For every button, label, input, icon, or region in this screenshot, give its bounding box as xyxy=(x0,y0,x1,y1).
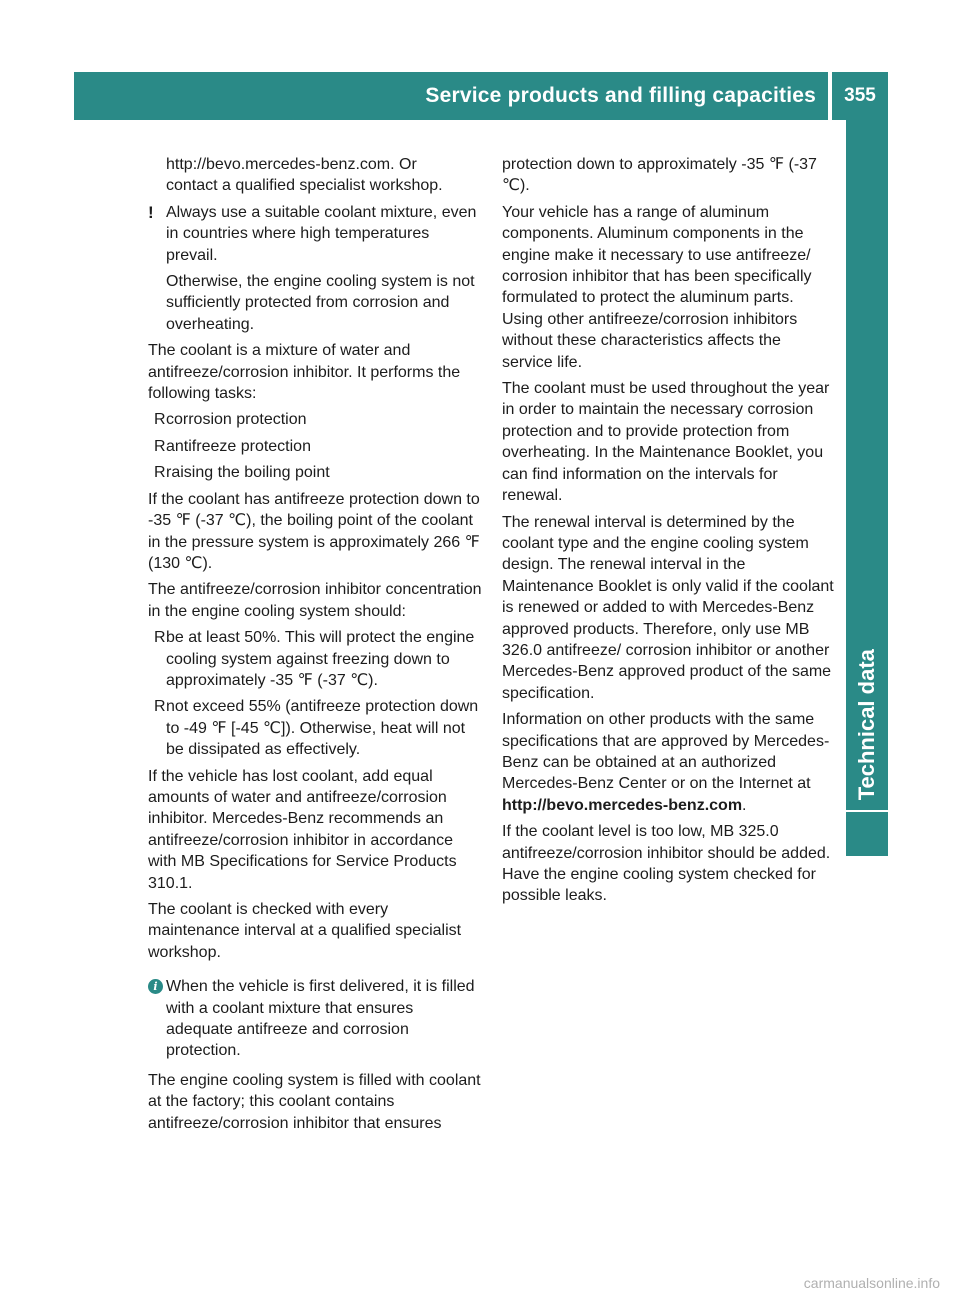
paragraph: The engine cooling system is filled with coolant at the factory; this coolant contains antifreeze/corrosion inhibitor that ensures xyxy=(148,1071,481,1132)
info-text: When the vehicle is first delivered, it is filled with a coolant mixture that ensures adequate antifreeze and corrosion protection. xyxy=(166,978,475,1060)
side-tab-label-wrap xyxy=(846,640,888,810)
paragraph: The coolant must be used throughout the year in order to maintain the necessary corrosion protection and to provide protection from overheating. In the Maintenance Booklet, you can find information on the intervals for renewal. xyxy=(502,380,830,505)
list-item xyxy=(148,436,482,457)
info-note xyxy=(148,976,482,1062)
left-column xyxy=(148,154,482,1139)
bevo-link[interactable]: http://bevo.mercedes-benz.com xyxy=(502,796,743,814)
warning-text-2: Otherwise, the engine cooling system is not sufficiently protected from corrosion and overheating. xyxy=(166,273,475,333)
bullet-icon: R xyxy=(154,629,166,647)
paragraph: If the coolant level is too low, MB 325.0 antifreeze/corrosion inhibitor should be added. Have the engine cooling system checked for possible leaks. xyxy=(502,823,831,905)
bullet-icon: R xyxy=(154,464,166,482)
paragraph: The renewal interval is determined by the coolant type and the engine cooling system design. The renewal interval in the Maintenance Booklet is only valid if the coolant is renewed or added to with Mercedes-Benz approved products. Therefore, only use MB 326.0 antifreeze/ corrosion inhibitor or another Mercedes-Benz approved product of the same specification. xyxy=(502,513,834,702)
paragraph: Your vehicle has a range of aluminum components. Aluminum components in the engine make it necessary to use antifreeze/ corrosion inhibitor that has been specifically formulated to protect the aluminum parts. Using other antifreeze/corrosion inhibitors without these characteristics affects the service life. xyxy=(502,203,812,371)
right-column xyxy=(502,154,836,912)
list-item-text: be at least 50%. This will protect the engine cooling system against freezing down to approximately -35 ℉ (-37 ℃). xyxy=(166,629,475,689)
paragraph: The coolant is a mixture of water and antifreeze/corrosion inhibitor. It performs the following tasks: xyxy=(148,342,461,403)
paragraph: If the vehicle has lost coolant, add equal amounts of water and antifreeze/corrosion inhibitor. Mercedes-Benz recommends an antifreeze/corrosion inhibitor in accordance with MB Specifications for Service Products 310.1. xyxy=(148,767,457,892)
list-item xyxy=(148,409,482,430)
list-item xyxy=(148,462,482,483)
warning-text: Always use a suitable coolant mixture, even in countries where high temperatures prevail. xyxy=(166,203,477,264)
list-item-text: raising the boiling point xyxy=(166,464,330,482)
paragraph: The antifreeze/corrosion inhibitor concentration in the engine cooling system should: xyxy=(148,581,482,620)
intro-line-1: http://bevo.mercedes-benz.com. Or xyxy=(166,156,417,173)
section-title: Service products and filling capacities xyxy=(425,84,816,108)
exclamation-icon: ! xyxy=(148,202,154,222)
paragraph-with-link: Information on other products with the same specifications that are approved by Mercedes-Benz can be obtained at an authorized Mercedes-Benz Center or on the Internet at http://bevo.mercedes-benz.com. xyxy=(502,711,830,814)
list-item-text: corrosion protection xyxy=(166,411,307,429)
list-item xyxy=(148,627,482,691)
warning-note xyxy=(148,202,482,335)
paragraph-text: Information on other products with the same specifications that are approved by Mercedes-Benz can be obtained at an authorized Mercedes-Benz Center or on the Internet at xyxy=(502,711,830,793)
page-number: 355 xyxy=(844,85,876,107)
list-item-text: not exceed 55% (antifreeze protection down to -49 ℉ [-45 ℃]). Otherwise, heat will not be dissipated as effectively. xyxy=(166,698,479,759)
paragraph: The coolant is checked with every maintenance interval at a qualified specialist workshop. xyxy=(148,901,462,961)
bullet-icon: R xyxy=(154,437,166,455)
bullet-icon: R xyxy=(154,411,166,429)
bullet-icon: R xyxy=(154,698,166,716)
page-number-box xyxy=(832,72,888,120)
info-icon: i xyxy=(148,979,163,994)
paragraph: protection down to approximately -35 ℉ (-37 ℃). xyxy=(502,156,817,195)
section-header xyxy=(74,72,828,120)
watermark: carmanualsonline.info xyxy=(803,1274,940,1291)
list-item-text: antifreeze protection xyxy=(166,437,311,455)
side-square-marker xyxy=(846,812,888,856)
list-item xyxy=(148,696,482,760)
intro-line-2: contact a qualified specialist workshop. xyxy=(166,177,443,195)
paragraph: If the coolant has antifreeze protection down to -35 ℉ (-37 ℃), the boiling point of the coolant in the pressure system is approximately 266 ℉ (130 ℃). xyxy=(148,490,480,572)
side-tab-label: Technical data xyxy=(854,649,880,801)
